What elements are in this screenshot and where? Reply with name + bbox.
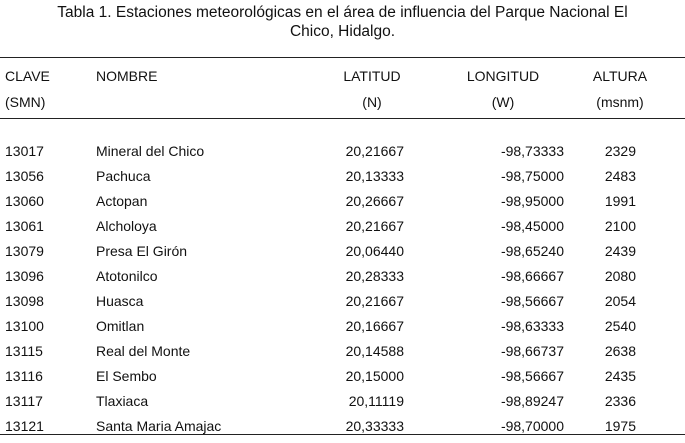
- table-row: [0, 143, 685, 168]
- cell-latitud: 20,15000: [345, 368, 404, 384]
- table-caption: [0, 3, 685, 41]
- cell-latitud: 20,33333: [345, 418, 404, 434]
- header-clave: CLAVE: [5, 68, 50, 84]
- cell-nombre: Pachuca: [96, 168, 151, 184]
- header-altura-unit: (msnm): [596, 94, 644, 110]
- cell-latitud: 20,21667: [345, 293, 404, 309]
- cell-longitud: -98,73333: [500, 143, 564, 159]
- cell-nombre: Alcholoya: [96, 218, 157, 234]
- table-top-rule: [0, 57, 685, 58]
- cell-nombre: El Sembo: [96, 368, 157, 384]
- header-rule: [0, 118, 685, 119]
- table-row: [0, 193, 685, 218]
- cell-longitud: -98,66737: [500, 343, 564, 359]
- cell-nombre: Presa El Girón: [96, 243, 188, 259]
- cell-clave: 13056: [5, 168, 44, 184]
- cell-nombre: Tlaxiaca: [96, 393, 149, 409]
- cell-longitud: -98,95000: [500, 193, 564, 209]
- cell-latitud: 20,21667: [345, 218, 404, 234]
- table-row: [0, 418, 685, 443]
- cell-latitud: 20,28333: [345, 268, 404, 284]
- header-latitud-unit: (N): [362, 94, 382, 110]
- cell-altura: 1991: [604, 193, 636, 209]
- cell-longitud: -98,75000: [500, 168, 564, 184]
- cell-clave: 13100: [5, 318, 44, 334]
- table-body: [0, 143, 685, 443]
- cell-clave: 13121: [5, 418, 44, 434]
- cell-clave: 13079: [5, 243, 44, 259]
- cell-altura: 2080: [604, 268, 636, 284]
- cell-altura: 2638: [604, 343, 636, 359]
- cell-nombre: Actopan: [96, 193, 148, 209]
- cell-clave: 13098: [5, 293, 44, 309]
- header-altura: ALTURA: [592, 68, 648, 84]
- cell-clave: 13116: [5, 368, 43, 384]
- header-nombre: NOMBRE: [96, 68, 158, 84]
- cell-longitud: -98,66667: [500, 268, 564, 284]
- cell-nombre: Real del Monte: [96, 343, 191, 359]
- cell-altura: 2540: [604, 318, 636, 334]
- cell-latitud: 20,14588: [345, 343, 404, 359]
- cell-altura: 2054: [604, 293, 636, 309]
- cell-clave: 13115: [5, 343, 43, 359]
- cell-altura: 2100: [604, 218, 636, 234]
- table-bottom-rule: [0, 434, 685, 435]
- table-row: [0, 218, 685, 243]
- cell-latitud: 20,21667: [345, 143, 404, 159]
- cell-longitud: -98,56667: [500, 368, 564, 384]
- cell-latitud: 20,16667: [345, 318, 404, 334]
- caption-line-2: Chico, Hidalgo.: [289, 23, 396, 40]
- cell-altura: 2439: [604, 243, 636, 259]
- cell-latitud: 20,13333: [345, 168, 404, 184]
- cell-nombre: Santa Maria Amajac: [96, 418, 222, 434]
- cell-nombre: Huasca: [96, 293, 144, 309]
- caption-line-1: Tabla 1. Estaciones meteorológicas en el área de influencia del Parque Nacional El: [57, 4, 628, 21]
- cell-clave: 13096: [5, 268, 44, 284]
- cell-latitud: 20,11119: [348, 393, 404, 409]
- table-row: [0, 393, 685, 418]
- table-row: [0, 318, 685, 343]
- header-latitud: LATITUD: [343, 68, 401, 84]
- cell-nombre: Omitlan: [96, 318, 145, 334]
- cell-altura: 2336: [604, 393, 636, 409]
- cell-altura: 2435: [604, 368, 636, 384]
- table-row: [0, 268, 685, 293]
- cell-clave: 13060: [5, 193, 44, 209]
- header-longitud-unit: (W): [491, 94, 515, 110]
- cell-altura: 1975: [604, 418, 636, 434]
- cell-longitud: -98,45000: [500, 218, 564, 234]
- table-row: [0, 168, 685, 193]
- cell-clave: 13117: [5, 393, 43, 409]
- cell-longitud: -98,70000: [500, 418, 564, 434]
- cell-longitud: -98,89247: [500, 393, 564, 409]
- cell-clave: 13017: [5, 143, 44, 159]
- table-row: [0, 243, 685, 268]
- cell-latitud: 20,26667: [345, 193, 404, 209]
- header-clave-unit: (SMN): [5, 94, 46, 110]
- cell-nombre: Atotonilco: [96, 268, 158, 284]
- cell-longitud: -98,63333: [500, 318, 564, 334]
- cell-clave: 13061: [5, 218, 44, 234]
- cell-nombre: Mineral del Chico: [96, 143, 205, 159]
- cell-longitud: -98,56667: [500, 293, 564, 309]
- cell-altura: 2329: [604, 143, 636, 159]
- cell-altura: 2483: [604, 168, 636, 184]
- table-row: [0, 368, 685, 393]
- cell-latitud: 20,06440: [345, 243, 404, 259]
- table-row: [0, 343, 685, 368]
- header-longitud: LONGITUD: [466, 68, 540, 84]
- table-row: [0, 293, 685, 318]
- cell-longitud: -98,65240: [500, 243, 564, 259]
